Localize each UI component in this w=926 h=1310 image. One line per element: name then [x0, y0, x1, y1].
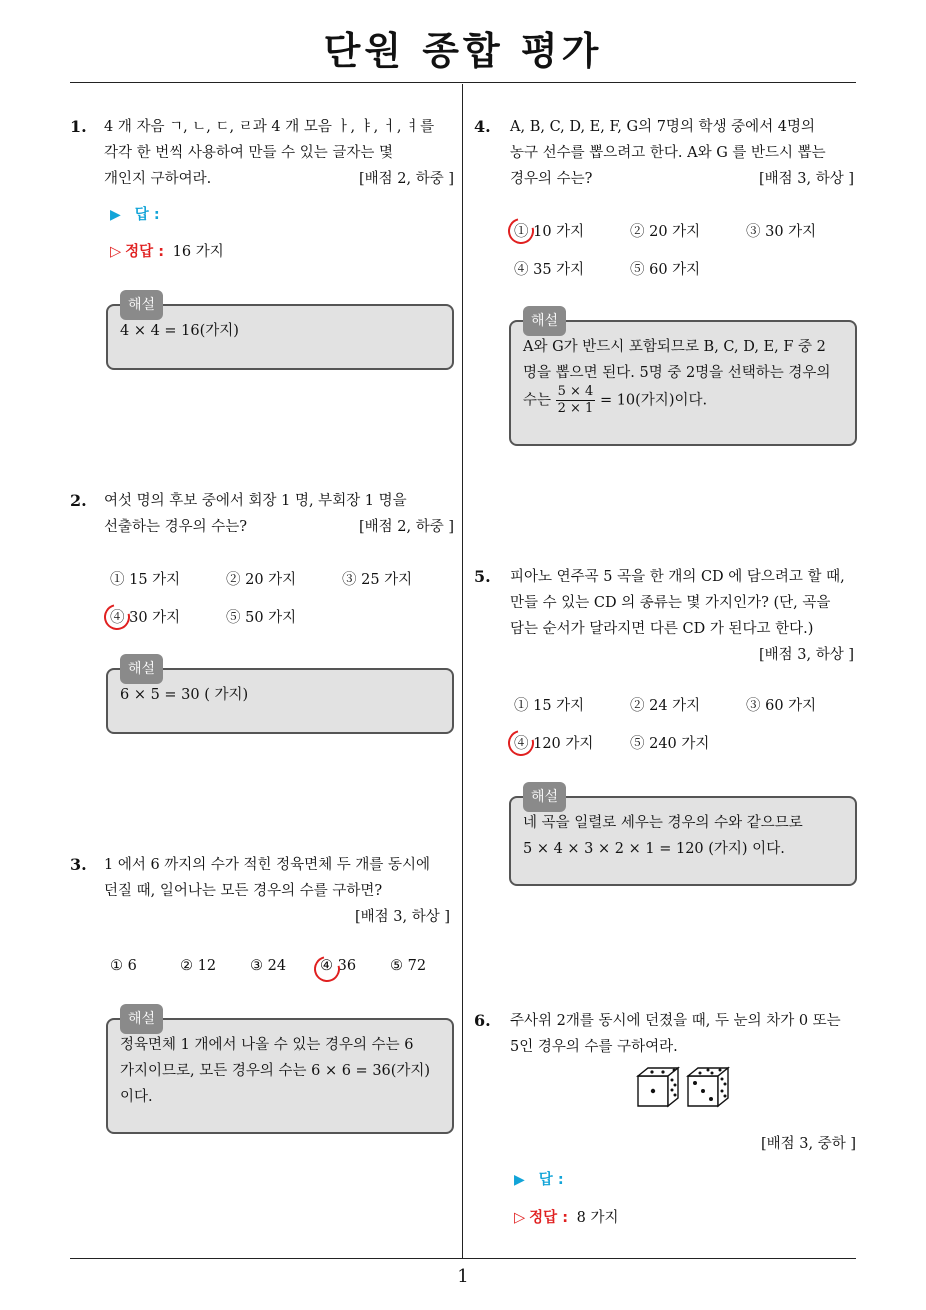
choice-list [514, 220, 854, 280]
page-title: 단원 종합 평가 [323, 29, 603, 73]
explanation-text: = 10(가지)이다. [599, 392, 708, 409]
question-text-line: 만들 수 있는 CD 의 종류는 몇 가지인가? (단, 곡을 [510, 595, 831, 611]
answer-row [514, 1168, 564, 1189]
question-text-line: 4 개 자음 ㄱ, ㄴ, ㄷ, ㄹ과 4 개 모음 ㅏ, ㅑ, ㅓ, ㅕ를 [104, 119, 435, 135]
choice-2[interactable]: ② 12 [180, 958, 217, 974]
question-number: 4. [474, 117, 491, 136]
question-text-line: 여섯 명의 후보 중에서 회장 1 명, 부회장 1 명을 [104, 493, 407, 509]
explanation-box [106, 297, 454, 370]
choice-list [514, 694, 854, 754]
hollow-arrow-icon: ▷ [514, 1210, 526, 1226]
page-number: 1 [457, 1266, 469, 1287]
question-text-line: 개인지 구하여라. [104, 171, 212, 187]
choice-4[interactable]: ④ 120 가지 [514, 736, 594, 752]
explanation-label: 해설 [120, 1004, 163, 1034]
question-number: 1. [70, 117, 87, 136]
choice-4[interactable]: ④ 30 가지 [110, 610, 181, 626]
hollow-arrow-icon: ▷ [110, 244, 122, 260]
explanation-text-line: 네 곡을 일렬로 세우는 경우의 수와 같으므로 [523, 815, 803, 831]
explanation-label: 해설 [120, 654, 163, 684]
header-divider [70, 82, 856, 83]
score-label: [배점 2, 하중 ] [358, 519, 454, 535]
answer-row [110, 203, 160, 224]
explanation-formula [523, 384, 843, 417]
choice-4[interactable]: ④ 35 가지 [514, 262, 585, 278]
answer-circle-mark [503, 725, 539, 761]
explanation-box [106, 1011, 454, 1134]
choice-list [110, 958, 460, 984]
score-label: [배점 2, 하중 ] [358, 171, 454, 187]
question-text-line: 경우의 수는? [510, 171, 593, 187]
correct-label: 정답 : [529, 1210, 569, 1226]
question-text-line: 주사위 2개를 동시에 던졌을 때, 두 눈의 차가 0 또는 [510, 1013, 841, 1029]
question-number: 5. [474, 567, 491, 586]
explanation-label: 해설 [523, 782, 566, 812]
explanation-text: 수는 [523, 392, 552, 409]
explanation-text-line: A와 G가 반드시 포함되므로 B, C, D, E, F 중 2 [523, 339, 826, 355]
choice-2[interactable]: ② 20 가지 [630, 224, 701, 240]
choice-5[interactable]: ⑤ 60 가지 [630, 262, 701, 278]
choice-3[interactable]: ③ 30 가지 [746, 224, 817, 240]
explanation-text: 6 × 5 = 30 ( 가지) [120, 687, 249, 703]
answer-label: 답 : [538, 1172, 564, 1188]
explanation-label: 해설 [120, 290, 163, 320]
question-text-line: 1 에서 6 까지의 수가 적힌 정육면체 두 개를 동시에 [104, 857, 431, 873]
correct-answer-row [110, 240, 224, 261]
question-text-line: 선출하는 경우의 수는? [104, 519, 248, 535]
question-number: 3. [70, 855, 87, 874]
explanation-text-line: 이다. [120, 1089, 153, 1105]
score-label: [배점 3, 하상 ] [758, 647, 854, 663]
choice-3[interactable]: ③ 60 가지 [746, 698, 817, 714]
dice-icon [636, 1064, 732, 1112]
choice-3[interactable]: ③ 25 가지 [342, 572, 413, 588]
score-label: [배점 3, 하상 ] [354, 909, 450, 925]
question-text-line: 던질 때, 일어나는 모든 경우의 수를 구하면? [104, 883, 383, 899]
choice-2[interactable]: ② 24 가지 [630, 698, 701, 714]
explanation-text-line: 가지이므로, 모든 경우의 수는 6 × 6 = 36(가지) [120, 1063, 431, 1079]
footer-divider [70, 1258, 856, 1259]
fraction-denominator: 2 × 1 [557, 401, 594, 416]
correct-value: 16 가지 [172, 244, 224, 260]
explanation-text: 4 × 4 = 16(가지) [120, 323, 239, 339]
question-text-line: 농구 선수를 뽑으려고 한다. A와 G 를 반드시 뽑는 [510, 145, 826, 161]
choice-1[interactable]: ① 10 가지 [514, 224, 585, 240]
question-text-line: 각각 한 번씩 사용하여 만들 수 있는 글자는 몇 [104, 145, 393, 161]
choice-list [110, 568, 460, 628]
question-text-line: 담는 순서가 달라지면 다른 CD 가 된다고 한다.) [510, 621, 814, 637]
score-label: [배점 3, 하상 ] [758, 171, 854, 187]
answer-circle-mark [503, 213, 539, 249]
column-divider [462, 84, 463, 1258]
question-text-line: 5인 경우의 수를 구하여라. [510, 1039, 678, 1055]
choice-2[interactable]: ② 20 가지 [226, 572, 297, 588]
explanation-text-line: 정육면체 1 개에서 나올 수 있는 경우의 수는 6 [120, 1037, 414, 1053]
fraction [556, 384, 596, 417]
choice-3[interactable]: ③ 24 [250, 958, 287, 974]
explanation-box [509, 313, 857, 446]
choice-4[interactable]: ④ 36 [320, 958, 357, 974]
choice-5[interactable]: ⑤ 50 가지 [226, 610, 297, 626]
correct-answer-row [514, 1206, 619, 1227]
play-arrow-icon: ▶ [110, 207, 121, 223]
answer-circle-mark [309, 951, 345, 987]
choice-1[interactable]: ① 15 가지 [514, 698, 585, 714]
choice-5[interactable]: ⑤ 72 [390, 958, 427, 974]
question-number: 6. [474, 1011, 491, 1030]
score-label: [배점 3, 중하 ] [760, 1136, 856, 1152]
correct-value: 8 가지 [576, 1210, 619, 1226]
choice-5[interactable]: ⑤ 240 가지 [630, 736, 710, 752]
question-text-line: A, B, C, D, E, F, G의 7명의 학생 중에서 4명의 [510, 119, 816, 135]
explanation-box [509, 789, 857, 886]
question-text-line: 피아노 연주곡 5 곡을 한 개의 CD 에 담으려고 할 때, [510, 569, 845, 585]
play-arrow-icon: ▶ [514, 1172, 525, 1188]
answer-label: 답 : [134, 207, 160, 223]
explanation-text-line: 명을 뽑으면 된다. 5명 중 2명을 선택하는 경우의 [523, 365, 831, 381]
fraction-numerator: 5 × 4 [557, 384, 594, 399]
explanation-label: 해설 [523, 306, 566, 336]
explanation-box [106, 661, 454, 734]
question-number: 2. [70, 491, 87, 510]
correct-label: 정답 : [125, 244, 165, 260]
choice-1[interactable]: ① 6 [110, 958, 137, 974]
answer-circle-mark [99, 599, 135, 635]
explanation-text-line: 5 × 4 × 3 × 2 × 1 = 120 (가지) 이다. [523, 841, 785, 857]
choice-1[interactable]: ① 15 가지 [110, 572, 181, 588]
